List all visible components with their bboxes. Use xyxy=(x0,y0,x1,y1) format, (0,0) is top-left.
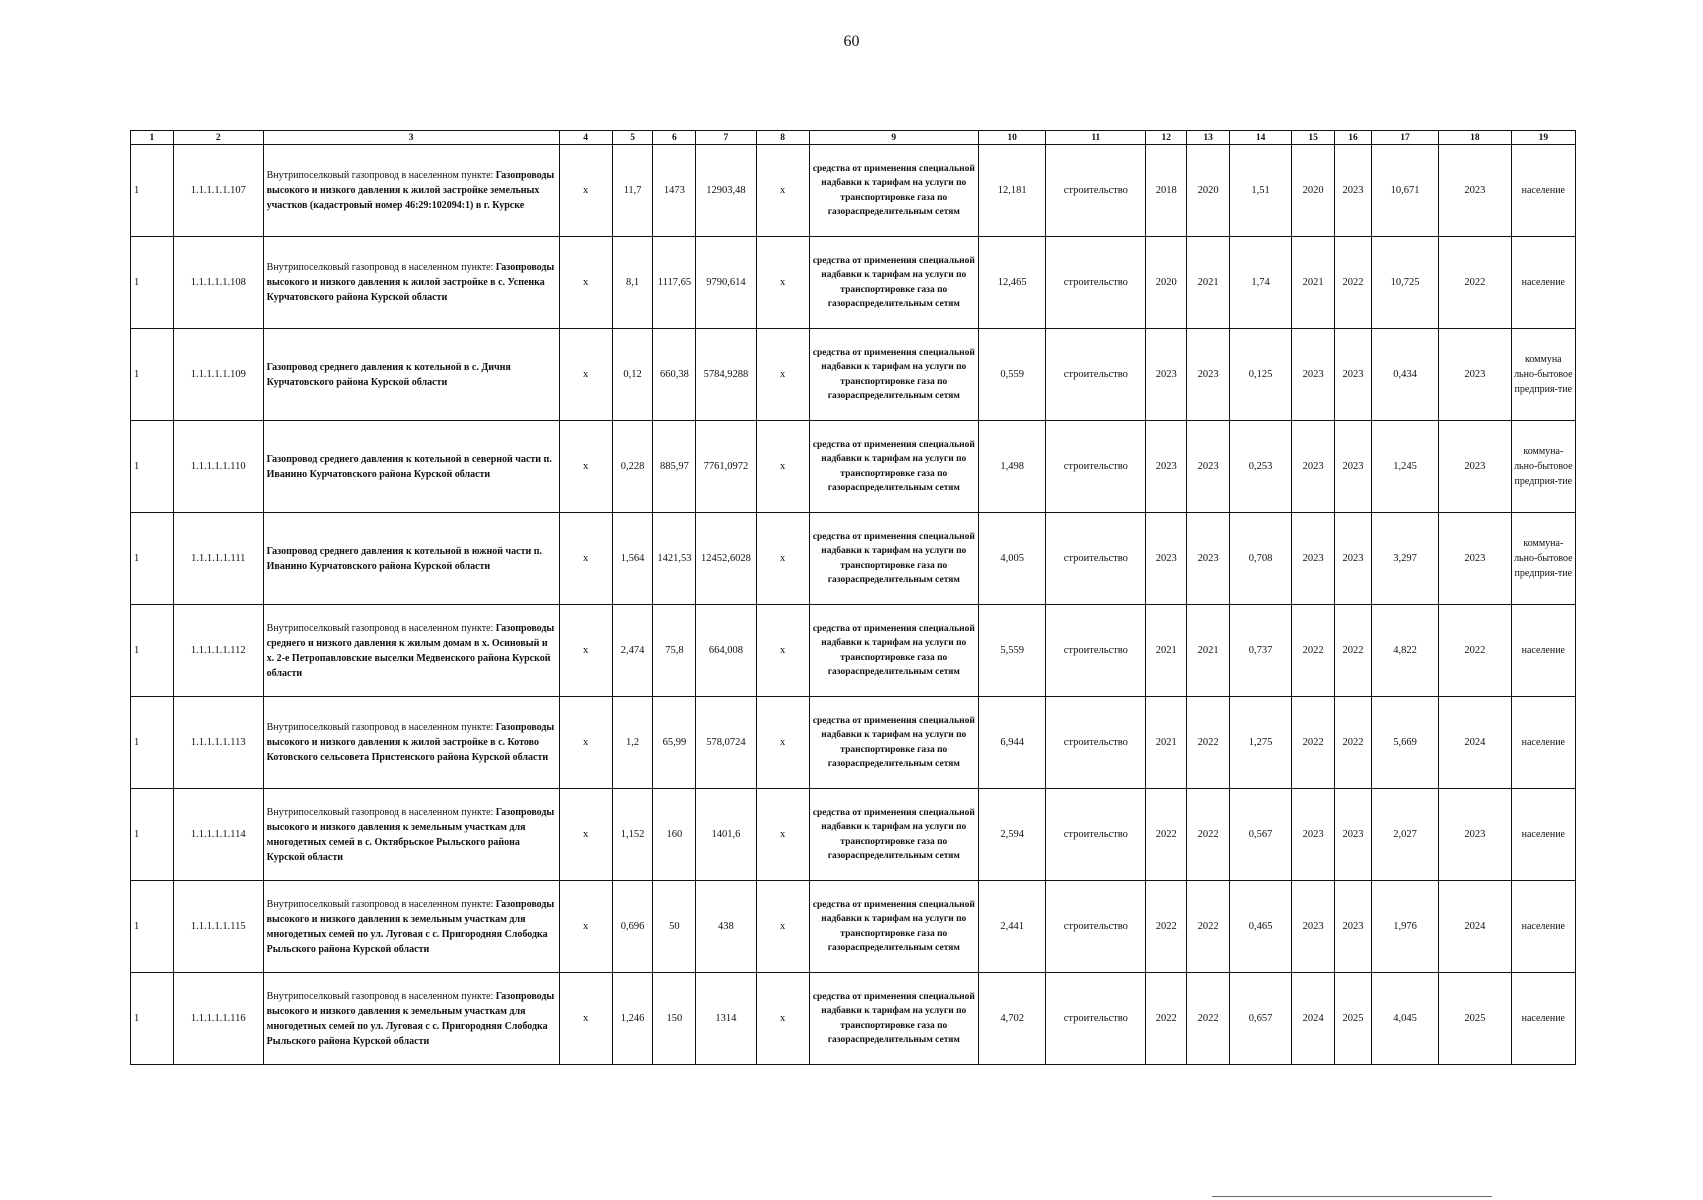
end-year-cell: 2021 xyxy=(1187,237,1230,329)
project-name-main: Газопроводы высокого и низкого давления к земельным участкам для многодетных семей в с. Октябрьское Рыльского района Курской области xyxy=(266,806,555,863)
end-year-cell: 2022 xyxy=(1187,881,1230,973)
column-number-cell: 9 xyxy=(809,131,978,145)
column-15-cell: 2022 xyxy=(1292,605,1335,697)
column-4-cell: x xyxy=(559,973,612,1065)
column-6-cell: 660,38 xyxy=(653,329,696,421)
end-year-cell: 2022 xyxy=(1187,697,1230,789)
funding-source-cell: средства от применения специальной надбавки к тарифам на услуги по транспортировке газа по газораспределительным сетям xyxy=(809,421,978,513)
column-18-cell: 2025 xyxy=(1439,973,1511,1065)
work-type-cell: строительство xyxy=(1046,973,1146,1065)
column-17-cell: 4,822 xyxy=(1371,605,1438,697)
project-name-cell xyxy=(263,513,559,605)
length-km-cell: 11,7 xyxy=(612,145,653,237)
project-name-main: Газопровод среднего давления к котельной в северной части п. Иванино Курчатовского района Курской области xyxy=(266,453,552,480)
column-4-cell: x xyxy=(559,605,612,697)
column-8-cell: x xyxy=(756,697,809,789)
column-10-cell: 0,559 xyxy=(978,329,1045,421)
project-name-cell xyxy=(263,881,559,973)
project-name-main: Газопроводы высокого и низкого давления к земельным участкам для многодетных семей по ул. Луговая с с. Пригородняя Слободка Рыльского района Курской области xyxy=(266,898,555,955)
column-15-cell: 2023 xyxy=(1292,329,1335,421)
column-number-cell: 8 xyxy=(756,131,809,145)
column-8-cell: x xyxy=(756,881,809,973)
funding-source-cell: средства от применения специальной надбавки к тарифам на услуги по транспортировке газа по газораспределительным сетям xyxy=(809,973,978,1065)
column-7-cell: 12452,6028 xyxy=(696,513,756,605)
column-15-cell: 2022 xyxy=(1292,697,1335,789)
column-16-cell: 2022 xyxy=(1335,697,1372,789)
end-year-cell: 2022 xyxy=(1187,973,1230,1065)
column-14-cell: 1,51 xyxy=(1230,145,1292,237)
column-15-cell: 2023 xyxy=(1292,513,1335,605)
end-year-cell: 2023 xyxy=(1187,421,1230,513)
start-year-cell: 2022 xyxy=(1146,881,1187,973)
column-7-cell: 578,0724 xyxy=(696,697,756,789)
project-name-cell xyxy=(263,973,559,1065)
column-17-cell: 4,045 xyxy=(1371,973,1438,1065)
column-number-cell: 7 xyxy=(696,131,756,145)
table-row xyxy=(131,145,1576,237)
start-year-cell: 2020 xyxy=(1146,237,1187,329)
consumer-type-cell: коммуна льно-бытовое предприя-тие xyxy=(1511,329,1575,421)
project-code-cell: 1.1.1.1.1.110 xyxy=(173,421,263,513)
column-8-cell: x xyxy=(756,421,809,513)
funding-source-cell: средства от применения специальной надбавки к тарифам на услуги по транспортировке газа по газораспределительным сетям xyxy=(809,237,978,329)
column-17-cell: 5,669 xyxy=(1371,697,1438,789)
section-cell: 1 xyxy=(131,789,174,881)
column-18-cell: 2023 xyxy=(1439,513,1511,605)
table-row xyxy=(131,237,1576,329)
consumer-type-cell: население xyxy=(1511,145,1575,237)
column-10-cell: 4,702 xyxy=(978,973,1045,1065)
column-6-cell: 75,8 xyxy=(653,605,696,697)
column-7-cell: 664,008 xyxy=(696,605,756,697)
funding-source-cell: средства от применения специальной надбавки к тарифам на услуги по транспортировке газа по газораспределительным сетям xyxy=(809,789,978,881)
project-name-prefix: Внутрипоселковый газопровод в населенном пункте: xyxy=(266,990,494,1002)
column-number-cell: 16 xyxy=(1335,131,1372,145)
column-18-cell: 2022 xyxy=(1439,237,1511,329)
column-16-cell: 2025 xyxy=(1335,973,1372,1065)
work-type-cell: строительство xyxy=(1046,697,1146,789)
consumer-type-cell: население xyxy=(1511,881,1575,973)
length-km-cell: 0,228 xyxy=(612,421,653,513)
column-14-cell: 0,125 xyxy=(1230,329,1292,421)
column-8-cell: x xyxy=(756,329,809,421)
table-row xyxy=(131,513,1576,605)
work-type-cell: строительство xyxy=(1046,513,1146,605)
funding-source-cell: средства от применения специальной надбавки к тарифам на услуги по транспортировке газа по газораспределительным сетям xyxy=(809,513,978,605)
table-row xyxy=(131,329,1576,421)
column-14-cell: 0,708 xyxy=(1230,513,1292,605)
end-year-cell: 2022 xyxy=(1187,789,1230,881)
section-cell: 1 xyxy=(131,329,174,421)
funding-source-cell: средства от применения специальной надбавки к тарифам на услуги по транспортировке газа по газораспределительным сетям xyxy=(809,697,978,789)
column-4-cell: x xyxy=(559,145,612,237)
column-4-cell: x xyxy=(559,881,612,973)
start-year-cell: 2021 xyxy=(1146,697,1187,789)
start-year-cell: 2022 xyxy=(1146,973,1187,1065)
column-10-cell: 12,465 xyxy=(978,237,1045,329)
length-km-cell: 1,564 xyxy=(612,513,653,605)
footer-line xyxy=(1212,1196,1492,1197)
work-type-cell: строительство xyxy=(1046,789,1146,881)
column-18-cell: 2023 xyxy=(1439,329,1511,421)
column-18-cell: 2023 xyxy=(1439,421,1511,513)
section-cell: 1 xyxy=(131,237,174,329)
column-17-cell: 0,434 xyxy=(1371,329,1438,421)
column-17-cell: 2,027 xyxy=(1371,789,1438,881)
column-6-cell: 1117,65 xyxy=(653,237,696,329)
column-number-cell: 15 xyxy=(1292,131,1335,145)
column-15-cell: 2024 xyxy=(1292,973,1335,1065)
project-name-cell xyxy=(263,697,559,789)
column-6-cell: 65,99 xyxy=(653,697,696,789)
column-8-cell: x xyxy=(756,789,809,881)
project-code-cell: 1.1.1.1.1.116 xyxy=(173,973,263,1065)
consumer-type-cell: население xyxy=(1511,237,1575,329)
column-8-cell: x xyxy=(756,973,809,1065)
column-14-cell: 0,657 xyxy=(1230,973,1292,1065)
column-16-cell: 2023 xyxy=(1335,789,1372,881)
column-10-cell: 2,594 xyxy=(978,789,1045,881)
column-number-cell: 2 xyxy=(173,131,263,145)
column-number-cell: 12 xyxy=(1146,131,1187,145)
column-number-cell: 4 xyxy=(559,131,612,145)
column-18-cell: 2022 xyxy=(1439,605,1511,697)
end-year-cell: 2023 xyxy=(1187,329,1230,421)
column-17-cell: 1,245 xyxy=(1371,421,1438,513)
page-number: 60 xyxy=(843,33,860,50)
section-cell: 1 xyxy=(131,605,174,697)
start-year-cell: 2022 xyxy=(1146,789,1187,881)
table-row xyxy=(131,789,1576,881)
column-8-cell: x xyxy=(756,237,809,329)
project-name-main: Газопроводы высокого и низкого давления к жилой застройке земельных участков (кадастровый номер 46:29:102094:1) в г. Курске xyxy=(266,170,555,211)
project-name-main: Газопроводы высокого и низкого давления к жилой застройке в с. Котово Котовского сельсовета Пристенского района Курской области xyxy=(266,722,555,763)
column-10-cell: 1,498 xyxy=(978,421,1045,513)
project-name-cell xyxy=(263,789,559,881)
column-10-cell: 4,005 xyxy=(978,513,1045,605)
start-year-cell: 2018 xyxy=(1146,145,1187,237)
work-type-cell: строительство xyxy=(1046,329,1146,421)
consumer-type-cell: население xyxy=(1511,605,1575,697)
column-number-cell: 14 xyxy=(1230,131,1292,145)
end-year-cell: 2023 xyxy=(1187,513,1230,605)
column-7-cell: 1314 xyxy=(696,973,756,1065)
column-16-cell: 2022 xyxy=(1335,237,1372,329)
column-17-cell: 10,671 xyxy=(1371,145,1438,237)
column-8-cell: x xyxy=(756,513,809,605)
length-km-cell: 1,152 xyxy=(612,789,653,881)
length-km-cell: 8,1 xyxy=(612,237,653,329)
start-year-cell: 2023 xyxy=(1146,513,1187,605)
column-10-cell: 12,181 xyxy=(978,145,1045,237)
column-16-cell: 2023 xyxy=(1335,145,1372,237)
project-name-prefix: Внутрипоселковый газопровод в населенном пункте: xyxy=(266,170,494,181)
column-15-cell: 2023 xyxy=(1292,789,1335,881)
column-18-cell: 2023 xyxy=(1439,145,1511,237)
project-name-prefix: Внутрипоселковый газопровод в населенном пункте: xyxy=(266,898,494,910)
column-number-cell: 6 xyxy=(653,131,696,145)
column-15-cell: 2023 xyxy=(1292,881,1335,973)
consumer-type-cell: население xyxy=(1511,973,1575,1065)
investment-program-table xyxy=(130,130,1576,1065)
column-15-cell: 2021 xyxy=(1292,237,1335,329)
project-name-prefix: Внутрипоселковый газопровод в населенном пункте: xyxy=(266,806,494,818)
column-4-cell: x xyxy=(559,421,612,513)
column-7-cell: 7761,0972 xyxy=(696,421,756,513)
project-name-cell xyxy=(263,421,559,513)
section-cell: 1 xyxy=(131,421,174,513)
project-name-prefix: Внутрипоселковый газопровод в населенном пункте: xyxy=(266,622,494,634)
column-18-cell: 2024 xyxy=(1439,881,1511,973)
consumer-type-cell: население xyxy=(1511,697,1575,789)
project-code-cell: 1.1.1.1.1.113 xyxy=(173,697,263,789)
project-name-main: Газопровод среднего давления к котельной в с. Дичня Курчатовского района Курской области xyxy=(266,361,511,388)
table-row xyxy=(131,973,1576,1065)
column-14-cell: 0,567 xyxy=(1230,789,1292,881)
column-15-cell: 2023 xyxy=(1292,421,1335,513)
column-6-cell: 885,97 xyxy=(653,421,696,513)
column-10-cell: 6,944 xyxy=(978,697,1045,789)
funding-source-cell: средства от применения специальной надбавки к тарифам на услуги по транспортировке газа по газораспределительным сетям xyxy=(809,145,978,237)
column-16-cell: 2023 xyxy=(1335,513,1372,605)
section-cell: 1 xyxy=(131,697,174,789)
column-4-cell: x xyxy=(559,237,612,329)
column-number-cell: 10 xyxy=(978,131,1045,145)
column-14-cell: 0,465 xyxy=(1230,881,1292,973)
column-7-cell: 5784,9288 xyxy=(696,329,756,421)
table-row xyxy=(131,881,1576,973)
column-10-cell: 2,441 xyxy=(978,881,1045,973)
column-7-cell: 1401,6 xyxy=(696,789,756,881)
column-8-cell: x xyxy=(756,605,809,697)
column-8-cell: x xyxy=(756,145,809,237)
project-name-cell xyxy=(263,145,559,237)
table-row xyxy=(131,697,1576,789)
column-14-cell: 0,737 xyxy=(1230,605,1292,697)
column-4-cell: x xyxy=(559,329,612,421)
length-km-cell: 0,696 xyxy=(612,881,653,973)
project-code-cell: 1.1.1.1.1.109 xyxy=(173,329,263,421)
column-7-cell: 12903,48 xyxy=(696,145,756,237)
column-17-cell: 1,976 xyxy=(1371,881,1438,973)
funding-source-cell: средства от применения специальной надбавки к тарифам на услуги по транспортировке газа по газораспределительным сетям xyxy=(809,881,978,973)
project-name-cell xyxy=(263,237,559,329)
work-type-cell: строительство xyxy=(1046,881,1146,973)
column-7-cell: 438 xyxy=(696,881,756,973)
consumer-type-cell: коммуна-льно-бытовое предприя-тие xyxy=(1511,421,1575,513)
end-year-cell: 2020 xyxy=(1187,145,1230,237)
column-6-cell: 160 xyxy=(653,789,696,881)
work-type-cell: строительство xyxy=(1046,145,1146,237)
column-4-cell: x xyxy=(559,513,612,605)
column-16-cell: 2023 xyxy=(1335,329,1372,421)
project-name-main: Газопроводы высокого и низкого давления к земельным участкам для многодетных семей по ул. Луговая с с. Пригородняя Слободка Рыльского района Курской области xyxy=(266,990,555,1047)
column-number-cell: 5 xyxy=(612,131,653,145)
column-6-cell: 1421,53 xyxy=(653,513,696,605)
project-name-main: Газопроводы высокого и низкого давления к жилой застройке в с. Успенка Курчатовского района Курской области xyxy=(266,262,555,303)
column-15-cell: 2020 xyxy=(1292,145,1335,237)
project-name-cell xyxy=(263,605,559,697)
project-code-cell: 1.1.1.1.1.114 xyxy=(173,789,263,881)
project-name-cell xyxy=(263,329,559,421)
column-16-cell: 2022 xyxy=(1335,605,1372,697)
start-year-cell: 2021 xyxy=(1146,605,1187,697)
table-row xyxy=(131,421,1576,513)
column-18-cell: 2023 xyxy=(1439,789,1511,881)
column-number-cell: 19 xyxy=(1511,131,1575,145)
column-14-cell: 1,275 xyxy=(1230,697,1292,789)
funding-source-cell: средства от применения специальной надбавки к тарифам на услуги по транспортировке газа по газораспределительным сетям xyxy=(809,329,978,421)
column-6-cell: 1473 xyxy=(653,145,696,237)
project-code-cell: 1.1.1.1.1.115 xyxy=(173,881,263,973)
column-number-cell: 11 xyxy=(1046,131,1146,145)
project-name-prefix: Внутрипоселковый газопровод в населенном пункте: xyxy=(266,722,494,733)
work-type-cell: строительство xyxy=(1046,237,1146,329)
funding-source-cell: средства от применения специальной надбавки к тарифам на услуги по транспортировке газа по газораспределительным сетям xyxy=(809,605,978,697)
column-number-cell: 18 xyxy=(1439,131,1511,145)
column-16-cell: 2023 xyxy=(1335,881,1372,973)
column-number-cell: 3 xyxy=(263,131,559,145)
column-18-cell: 2024 xyxy=(1439,697,1511,789)
column-6-cell: 50 xyxy=(653,881,696,973)
section-cell: 1 xyxy=(131,145,174,237)
end-year-cell: 2021 xyxy=(1187,605,1230,697)
work-type-cell: строительство xyxy=(1046,605,1146,697)
section-cell: 1 xyxy=(131,881,174,973)
column-14-cell: 0,253 xyxy=(1230,421,1292,513)
project-name-prefix: Внутрипоселковый газопровод в населенном пункте: xyxy=(266,262,494,273)
length-km-cell: 2,474 xyxy=(612,605,653,697)
section-cell: 1 xyxy=(131,973,174,1065)
column-16-cell: 2023 xyxy=(1335,421,1372,513)
project-code-cell: 1.1.1.1.1.107 xyxy=(173,145,263,237)
consumer-type-cell: население xyxy=(1511,789,1575,881)
project-name-main: Газопровод среднего давления к котельной в южной части п. Иванино Курчатовского района Курской области xyxy=(266,545,543,572)
length-km-cell: 0,12 xyxy=(612,329,653,421)
column-number-cell: 17 xyxy=(1371,131,1438,145)
column-4-cell: x xyxy=(559,697,612,789)
column-number-cell: 13 xyxy=(1187,131,1230,145)
project-code-cell: 1.1.1.1.1.112 xyxy=(173,605,263,697)
column-6-cell: 150 xyxy=(653,973,696,1065)
table-row xyxy=(131,605,1576,697)
project-code-cell: 1.1.1.1.1.108 xyxy=(173,237,263,329)
length-km-cell: 1,246 xyxy=(612,973,653,1065)
column-7-cell: 9790,614 xyxy=(696,237,756,329)
column-17-cell: 3,297 xyxy=(1371,513,1438,605)
section-cell: 1 xyxy=(131,513,174,605)
column-10-cell: 5,559 xyxy=(978,605,1045,697)
column-number-row xyxy=(131,131,1576,145)
work-type-cell: строительство xyxy=(1046,421,1146,513)
length-km-cell: 1,2 xyxy=(612,697,653,789)
start-year-cell: 2023 xyxy=(1146,421,1187,513)
consumer-type-cell: коммуна-льно-бытовое предприя-тие xyxy=(1511,513,1575,605)
column-17-cell: 10,725 xyxy=(1371,237,1438,329)
column-number-cell: 1 xyxy=(131,131,174,145)
start-year-cell: 2023 xyxy=(1146,329,1187,421)
column-4-cell: x xyxy=(559,789,612,881)
project-name-main: Газопроводы среднего и низкого давления к жилым домам в х. Осиновый и х. 2-е Петропавловские выселки Медвенского района Курской области xyxy=(266,622,555,679)
project-code-cell: 1.1.1.1.1.111 xyxy=(173,513,263,605)
column-14-cell: 1,74 xyxy=(1230,237,1292,329)
